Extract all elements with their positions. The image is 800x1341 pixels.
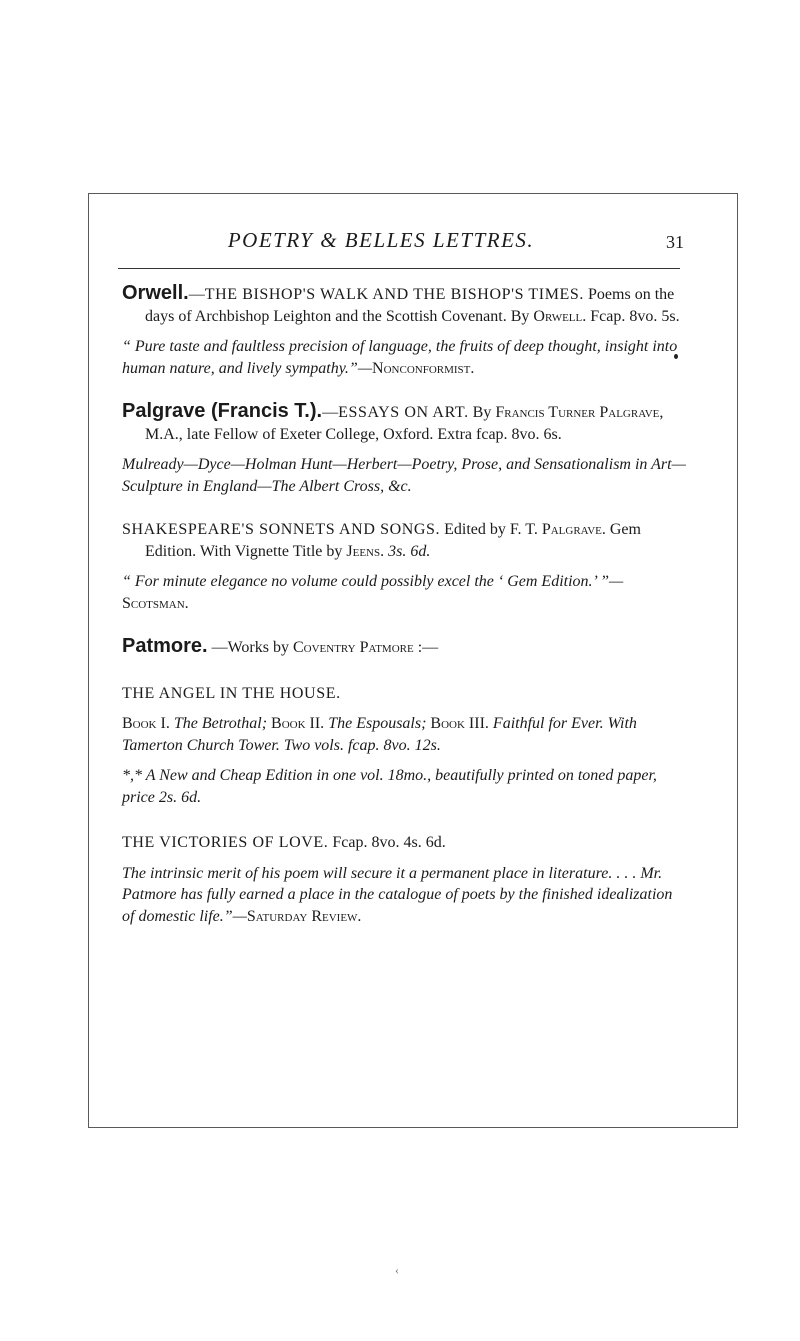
palgrave-contents: Mulready—Dyce—Holman Hunt—Herbert—Poetry, Prose, and Sensationalism in Art—Sculpture in England—The Albert Cross, &c. bbox=[122, 456, 686, 495]
patmore-entry: Patmore. —Works by Coventry Patmore :— bbox=[122, 635, 439, 657]
palgrave-author-heading: Palgrave (Francis T.). bbox=[122, 400, 323, 422]
orwell-format: Fcap. 8vo. 5s. bbox=[590, 307, 680, 325]
orwell-author-heading: Orwell. bbox=[122, 282, 189, 304]
shakespeare-quote-source: Scotsman. bbox=[122, 594, 189, 612]
palgrave-byline: Francis Turner Palgrave, bbox=[495, 404, 664, 421]
shakespeare-engraver: Jeens. bbox=[346, 542, 385, 560]
angel-title: THE ANGEL IN THE HOUSE. bbox=[122, 684, 341, 702]
orwell-title: THE BISHOP'S WALK AND THE BISHOP'S TIMES. bbox=[204, 286, 585, 303]
orwell-entry: Orwell.—THE BISHOP'S WALK AND THE BISHOP'S TIMES. Poems on the days of Archbishop Leighton and the Scottish Covenant. By Orwell. Fcap. 8vo. 5s. bbox=[122, 282, 680, 325]
victories-title: THE VICTORIES OF LOVE. bbox=[122, 834, 329, 851]
palgrave-description: M.A., late Fellow of Exeter College, Oxford. Extra fcap. 8vo. 6s. bbox=[145, 425, 562, 443]
running-title: POETRY & BELLES LETTRES. bbox=[227, 228, 535, 252]
orwell-review-quote bbox=[122, 336, 686, 379]
shakespeare-quote-text: “ For minute elegance no volume could possibly excel the ‘ Gem Edition.’ ”— bbox=[122, 573, 624, 590]
catalogue-page-content bbox=[122, 283, 686, 927]
orwell-quote-text: “ Pure taste and faultless precision of language, the fruits of deep thought, insight into human nature, and lively sympathy.”— bbox=[122, 338, 678, 377]
patmore-name: Coventry Patmore bbox=[292, 639, 414, 656]
victories-entry bbox=[122, 832, 686, 854]
angel-books: Book I. The Betrothal; Book II. The Espousals; Book III. Faithful for Ever. With Tamerton Church Tower. Two vols. fcap. 8vo. 12s. bbox=[122, 715, 637, 754]
running-header bbox=[118, 228, 684, 268]
shakespeare-price: 3s. 6d. bbox=[388, 542, 431, 560]
shakespeare-description: Gem Edition. With Vignette Title by bbox=[145, 521, 641, 560]
printer-mark: ‹ bbox=[395, 1263, 399, 1277]
shakespeare-editor: Palgrave. bbox=[541, 521, 606, 538]
victories-quote-text: The intrinsic merit of his poem will secure it a permanent place in literature. . . . Mr. Patmore has fully earned a place in the catalogue of poets by the finished idealization of domestic life.”— bbox=[122, 864, 673, 925]
victories-review-quote bbox=[122, 863, 686, 928]
victories-quote-source: Saturday Review. bbox=[246, 907, 362, 925]
orwell-quote-source: Nonconformist. bbox=[372, 359, 475, 377]
patmore-author-heading: Patmore. bbox=[122, 635, 208, 657]
angel-price: 12s. bbox=[414, 736, 441, 754]
page-number: 31 bbox=[666, 232, 684, 252]
orwell-description: Poems on the days of Archbishop Leighton and the Scottish Covenant. By bbox=[145, 286, 675, 325]
angel-cheap-edition-note: *,* A New and Cheap Edition in one vol. 18mo., beautifully printed on toned paper, price 2s. 6d. bbox=[122, 767, 657, 806]
shakespeare-title: SHAKESPEARE'S SONNETS AND SONGS. bbox=[122, 521, 441, 538]
palgrave-entry: Palgrave (Francis T.).—ESSAYS ON ART. By Francis Turner Palgrave, M.A., late Fellow of Exeter College, Oxford. Extra fcap. 8vo. 6s. bbox=[122, 400, 664, 443]
header-rule bbox=[118, 268, 680, 269]
orwell-byline: Orwell. bbox=[533, 307, 587, 325]
palgrave-title: ESSAYS ON ART. bbox=[338, 404, 469, 421]
shakespeare-entry: SHAKESPEARE'S SONNETS AND SONGS. Edited by F. T. Palgrave. Gem Edition. With Vignette Title by Jeens. 3s. 6d. bbox=[122, 521, 641, 560]
shakespeare-review-quote bbox=[122, 571, 686, 614]
victories-format: Fcap. 8vo. 4s. 6d. bbox=[332, 834, 446, 851]
